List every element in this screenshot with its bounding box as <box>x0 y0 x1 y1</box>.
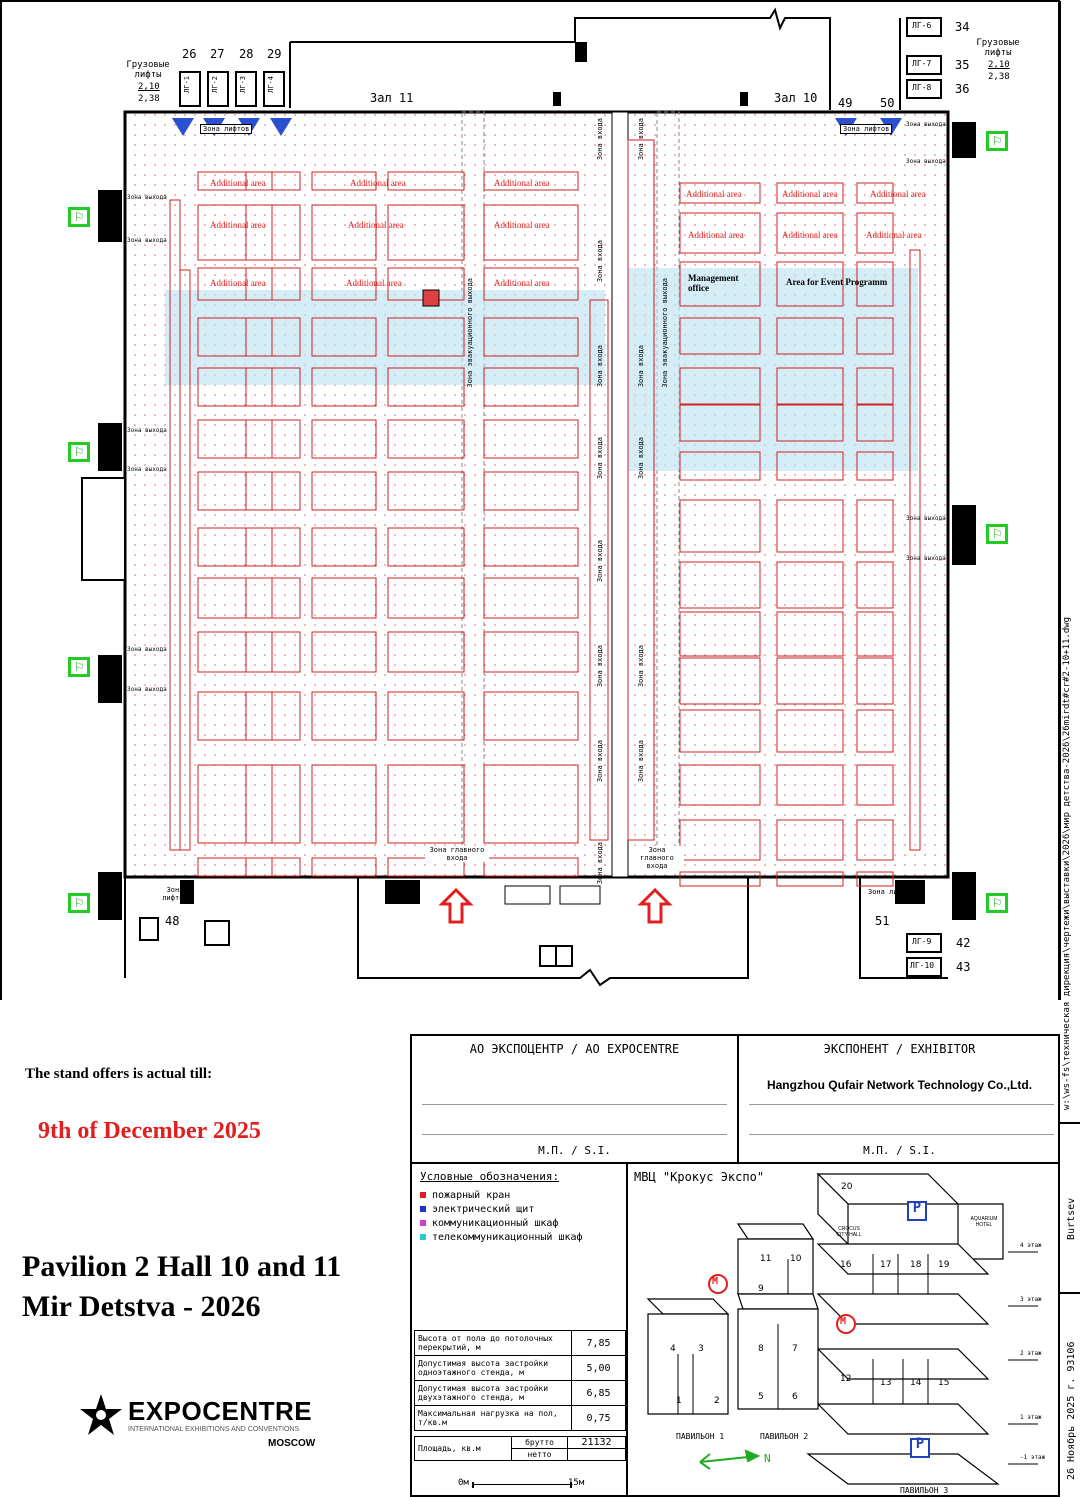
hall-number: 5 <box>758 1392 764 1402</box>
exit-zone-label-4: Зона выхода <box>127 466 167 473</box>
lift-code-lg9: ЛГ-9 <box>912 937 932 946</box>
area-net-label: нетто <box>512 1449 568 1461</box>
floor-label: 2 этаж <box>1020 1350 1042 1357</box>
additional-area-label-2: Additional area <box>350 178 406 188</box>
entry-zone-label-2: Зона входа <box>596 240 604 283</box>
pavilion-1-label: ПАВИЛЬОН 1 <box>676 1432 725 1441</box>
exit-zone-label-8: Зона выхода <box>906 158 946 165</box>
signature-line <box>422 1104 727 1105</box>
evacuation-zone-label-left: Зона эвакуационного выхода <box>466 278 474 388</box>
side-strip-divider <box>1060 1122 1080 1124</box>
north-arrow-label: N <box>764 1452 771 1465</box>
stamp-place-left: М.П. / S.I. <box>538 1144 611 1157</box>
entry-zone-label-13: Зона входа <box>637 740 645 783</box>
hall-10-label: Зал 10 <box>774 91 818 105</box>
exit-zone-label-3: Зона выхода <box>127 427 167 434</box>
fire-hydrant-icon <box>420 1192 426 1198</box>
lift-number-27: 27 <box>210 47 225 61</box>
additional-area-label-8: Additional area <box>346 278 402 288</box>
additional-area-label-13: Additional area <box>688 230 744 240</box>
telecom-cabinet-icon <box>420 1234 426 1240</box>
spec-value: 7,85 <box>572 1331 626 1356</box>
emergency-exit-icon: ⚐ <box>986 893 1008 913</box>
hall-number: 10 <box>790 1254 802 1264</box>
area-label: Площадь, кв.м <box>415 1437 512 1461</box>
scale-bar <box>472 1482 572 1488</box>
side-strip-divider <box>1060 1292 1080 1294</box>
emergency-exit-icon: ⚐ <box>68 893 90 913</box>
exit-zone-label-10: Зона выхода <box>906 555 946 562</box>
hall-number: 7 <box>792 1344 798 1354</box>
event-area-label: Area for Event Programm <box>786 277 888 287</box>
area-gross-label: брутто <box>512 1437 568 1449</box>
hall-number: 14 <box>910 1378 922 1388</box>
scale-end: 15м <box>568 1478 585 1488</box>
management-office-label: Management office <box>688 273 739 293</box>
spec-value: 5,00 <box>572 1356 626 1381</box>
hall-number: 11 <box>760 1254 772 1264</box>
exit-zone-label-9: Зона выхода <box>906 515 946 522</box>
emergency-exit-icon: ⚐ <box>68 442 90 462</box>
metro-icon: M <box>712 1276 719 1287</box>
lift-code-lg3: ЛГ-3 <box>239 76 247 93</box>
spec-label: Максимальная нагрузка на пол, т/кв.м <box>415 1406 572 1431</box>
logo-city: MOSCOW <box>268 1438 316 1449</box>
emergency-exit-icon: ⚐ <box>986 524 1008 544</box>
lift-number-42: 42 <box>956 936 971 950</box>
drawing-file-path: w:\ws-fs\техническая дирекция\чертежи\выставки\2026\мир детства-2026\26mirdt#cr#2-10+11.dwg <box>1062 616 1072 1110</box>
specs-table <box>414 1330 626 1431</box>
logo-name: EXPOCENTRE <box>128 1396 313 1426</box>
lifts-right-label: Грузовые лифты <box>976 38 1020 58</box>
additional-area-label-6: Additional area <box>494 220 550 230</box>
hotel-label: AQUARIUM HOTEL <box>970 1216 998 1228</box>
exit-zone-label-1: Зона выхода <box>127 194 167 201</box>
hall-number: 18 <box>910 1260 922 1270</box>
spec-label: Высота от пола до потолочных перекрытий, м <box>415 1331 572 1356</box>
lift-number-34: 34 <box>955 20 970 34</box>
signature-line <box>749 1134 1054 1135</box>
hall-number: 1 <box>676 1396 682 1406</box>
legend-label: телекоммуникационный шкаф <box>432 1231 583 1243</box>
entry-zone-label-10: Зона входа <box>637 345 645 388</box>
entry-zone-label-4: Зона входа <box>596 437 604 480</box>
lift-number-43: 43 <box>956 960 971 974</box>
expocentre-logo <box>78 1392 348 1462</box>
additional-area-label-10: Additional area <box>686 189 742 199</box>
lift-code-lg6: ЛГ-6 <box>912 21 932 30</box>
spec-row <box>415 1331 626 1356</box>
emergency-exit-icon: ⚐ <box>68 207 90 227</box>
floor-label: 4 этаж <box>1020 1242 1042 1249</box>
exhibitor-name: Hangzhou Qufair Network Technology Co.,Ltd. <box>766 1078 1033 1092</box>
evacuation-zone-label-right: Зона эвакуационного выхода <box>661 278 669 388</box>
hall-number: 9 <box>758 1284 764 1294</box>
expocentre-signature-title: АО ЭКСПОЦЕНТР / AO EXPOCENTRE <box>469 1042 680 1056</box>
lifts-right-dims1: 2,10 <box>988 60 1010 70</box>
hall-number: 2 <box>714 1396 720 1406</box>
lift-code-lg2: ЛГ-2 <box>211 76 219 93</box>
city-hall-label: CROCUS CITY HALL <box>836 1226 862 1238</box>
entry-zone-label-7: Зона входа <box>596 740 604 783</box>
lift-number-35: 35 <box>955 58 970 72</box>
event-title-line1: Pavilion 2 Hall 10 and 11 <box>22 1250 342 1283</box>
area-net-value <box>568 1449 626 1461</box>
additional-area-label-4: Additional area <box>210 220 266 230</box>
drawing-author: Burtsev <box>1066 1197 1077 1240</box>
gate-number-51: 51 <box>875 914 890 928</box>
legend-item <box>420 1216 583 1230</box>
signature-block <box>410 1034 1060 1164</box>
lift-code-lg1: ЛГ-1 <box>183 76 191 93</box>
legend-label: коммуникационный шкаф <box>432 1217 559 1229</box>
main-entry-zone-left: Зона главного входа <box>425 846 489 862</box>
hall-number: 12 <box>840 1374 852 1384</box>
legend-block <box>410 1162 628 1497</box>
spec-label: Допустимая высота застройки одноэтажного стенда, м <box>415 1356 572 1381</box>
lift-number-29: 29 <box>267 47 282 61</box>
spec-row <box>415 1356 626 1381</box>
expocentre-logo-icon <box>78 1392 124 1438</box>
emergency-exit-icon: ⚐ <box>68 657 90 677</box>
entry-zone-label-11: Зона входа <box>637 437 645 480</box>
event-title-line2: Mir Detstva - 2026 <box>22 1290 261 1323</box>
lift-number-26: 26 <box>182 47 197 61</box>
lift-zone-bottom-left: Зона лифтов <box>162 886 188 902</box>
lifts-left-label: Грузовые лифты <box>126 60 170 80</box>
lift-code-lg7: ЛГ-7 <box>912 59 932 68</box>
entry-zone-label-8: Зона входа <box>596 842 604 885</box>
lift-code-lg4: ЛГ-4 <box>267 76 275 93</box>
main-entry-zone-right: Зона главного входа <box>630 846 684 870</box>
hall-number: 16 <box>840 1260 852 1270</box>
hall-11-label: Зал 11 <box>370 91 414 105</box>
site-map-title: МВЦ "Крокус Экспо" <box>634 1170 765 1184</box>
additional-area-label-14: Additional area <box>782 230 838 240</box>
gate-number-49: 49 <box>838 96 853 110</box>
entry-zone-label-5: Зона входа <box>596 540 604 583</box>
floor-label: 3 этаж <box>1020 1296 1042 1303</box>
spec-row <box>415 1406 626 1431</box>
legend-label: электрический щит <box>432 1203 535 1215</box>
area-gross-value: 21132 <box>568 1437 626 1449</box>
area-row <box>415 1437 626 1449</box>
lift-number-36: 36 <box>955 82 970 96</box>
entry-zone-label-3: Зона входа <box>596 345 604 388</box>
hall-number: 4 <box>670 1344 676 1354</box>
additional-area-label-1: Additional area <box>210 178 266 188</box>
pavilion-3-label: ПАВИЛЬОН 3 <box>900 1486 949 1495</box>
offer-date: 9th of December 2025 <box>38 1118 261 1144</box>
drawing-date: 26 Ноябрь 2025 г. 93106 <box>1066 1341 1077 1480</box>
additional-area-label-15: Additional area <box>866 230 922 240</box>
legend-list <box>420 1188 583 1244</box>
area-table <box>414 1436 626 1461</box>
legend-item <box>420 1230 583 1244</box>
site-map-drawing <box>628 1164 1058 1494</box>
offer-note: The stand offers is actual till: <box>25 1066 213 1082</box>
site-map <box>626 1162 1060 1497</box>
additional-area-label-7: Additional area <box>210 278 266 288</box>
side-strip <box>1062 616 1078 1112</box>
exhibitor-signature-title: ЭКСПОНЕНТ / EXHIBITOR <box>823 1042 976 1056</box>
electrical-panel-icon <box>420 1206 426 1212</box>
lift-code-lg8: ЛГ-8 <box>912 83 932 92</box>
lift-number-28: 28 <box>239 47 254 61</box>
stamp-place-right: М.П. / S.I. <box>863 1144 936 1157</box>
pavilion-2-label: ПАВИЛЬОН 2 <box>760 1432 809 1441</box>
entry-zone-label-12: Зона входа <box>637 645 645 688</box>
logo-tagline: INTERNATIONAL EXHIBITIONS AND CONVENTIONS <box>128 1426 300 1433</box>
signature-line <box>749 1104 1054 1105</box>
legend-title: Условные обозначения: <box>420 1170 560 1183</box>
hall-number: 17 <box>880 1260 892 1270</box>
exit-zone-label-2: Зона выхода <box>127 237 167 244</box>
spec-row <box>415 1381 626 1406</box>
exit-zone-label-7: Зона выхода <box>906 121 946 128</box>
hall-number: 8 <box>758 1344 764 1354</box>
lift-zone-top-left: Зона лифтов <box>200 124 252 134</box>
lifts-left-dims1: 2,10 <box>138 82 160 92</box>
entry-zone-label-6: Зона входа <box>596 645 604 688</box>
hall-number: 15 <box>938 1378 950 1388</box>
exit-zone-label-6: Зона выхода <box>127 686 167 693</box>
hall-number: 20 <box>841 1182 853 1192</box>
signature-line <box>422 1134 727 1135</box>
additional-area-label-3: Additional area <box>494 178 550 188</box>
spec-value: 0,75 <box>572 1406 626 1431</box>
floor-label: -1 этаж <box>1020 1454 1046 1461</box>
gate-number-48: 48 <box>165 914 180 928</box>
hall-number: 6 <box>792 1392 798 1402</box>
lift-zone-top-right: Зона лифтов <box>840 124 892 134</box>
additional-area-label-9: Additional area <box>494 278 550 288</box>
parking-icon: P <box>912 1200 922 1216</box>
communication-cabinet-icon <box>420 1220 426 1226</box>
scale-start: 0м <box>458 1478 469 1488</box>
parking-icon: P <box>915 1436 925 1452</box>
lifts-right-dims2: 2,38 <box>988 72 1010 82</box>
lift-code-lg10: ЛГ-10 <box>910 961 935 970</box>
lift-zone-bottom-right: Зона лифтов <box>868 888 915 896</box>
hall-number: 19 <box>938 1260 950 1270</box>
hall-number: 13 <box>880 1378 892 1388</box>
emergency-exit-icon: ⚐ <box>986 131 1008 151</box>
lifts-left-dims2: 2,38 <box>138 94 160 104</box>
legend-label: пожарный кран <box>432 1189 511 1201</box>
exit-zone-label-5: Зона выхода <box>127 646 167 653</box>
floor-label: 1 этаж <box>1020 1414 1042 1421</box>
entry-zone-label-1: Зона входа <box>596 118 604 161</box>
legend-item <box>420 1188 583 1202</box>
spec-value: 6,85 <box>572 1381 626 1406</box>
entry-zone-label-9: Зона входа <box>637 118 645 161</box>
additional-area-label-11: Additional area <box>782 189 838 199</box>
metro-icon: M <box>840 1316 847 1327</box>
spec-label: Допустимая высота застройки двухэтажного стенда, м <box>415 1381 572 1406</box>
hall-number: 3 <box>698 1344 704 1354</box>
legend-item <box>420 1202 583 1216</box>
gate-number-50: 50 <box>880 96 895 110</box>
additional-area-label-5: Additional area <box>348 220 404 230</box>
additional-area-label-12: Additional area <box>870 189 926 199</box>
